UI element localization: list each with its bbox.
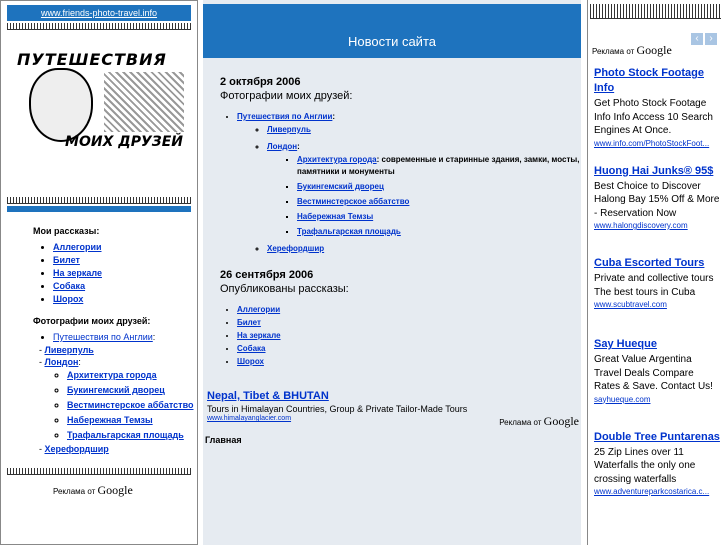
london-item-link[interactable]: Набережная Темзы [67, 415, 153, 425]
logo-sketch-image [104, 72, 184, 132]
list-item [297, 226, 581, 238]
google-logo-text: Google [543, 414, 579, 428]
sidebar-ad [594, 337, 721, 404]
story-link[interactable]: Аллегории [53, 242, 102, 252]
sidebar-ad [594, 256, 721, 309]
news-intro: Фотографии моих друзей: [220, 90, 353, 102]
divider-stripe [590, 4, 721, 19]
list-item: - Лондон: ◦ Архитектура города ◦ Букингемский дворец ◦ Вестминстерское аббатство ◦ Набережная Темзы ◦ Трафальгарская площадь [39, 357, 197, 442]
story-link[interactable]: Собака [237, 344, 266, 353]
list-item: • Путешествия по Англии: - Ливерпуль - Лондон: ◦ Архитектура города ◦ Букингемский дворец ◦ Вестминстерское аббатство ◦ Набережная Темзы ◦ Трафальгарская площадь - Херефордшир [53, 332, 197, 454]
logo-title-line2: МОИХ ДРУЗЕЙ [65, 134, 183, 150]
my-stories-title: Мои рассказы: [33, 226, 100, 236]
ads-by-text: Реклама от [592, 47, 635, 56]
ad-title-link[interactable]: Double Tree Puntarenas [594, 430, 720, 443]
next-arrow-icon[interactable]: › [705, 33, 717, 45]
arch-description: : современные и старинные здания, замки, мосты, памятники и монументы [297, 155, 580, 176]
divider-stripe [7, 23, 191, 30]
london-item-link[interactable]: Архитектура города [67, 370, 157, 380]
ad-text: Private and collective tours The best tours in Cuba [594, 273, 714, 298]
ad-title-link[interactable]: Say Hueque [594, 338, 657, 350]
ad-url[interactable]: www.scubtravel.com [594, 300, 667, 309]
list-item: - Херефордшир [39, 444, 109, 454]
ad-url[interactable]: www.himalayanglacier.com [207, 415, 292, 422]
ad-url[interactable]: www.info.com/PhotoStockFoot... [594, 138, 710, 148]
story-link[interactable]: Собака [53, 281, 86, 291]
ads-by-text: Реклама от [499, 418, 542, 427]
ad-url[interactable]: www.adventureparkcostarica.c... [594, 487, 710, 496]
news-intro: Опубликованы рассказы: [220, 283, 349, 295]
england-link[interactable]: Путешествия по Англии [237, 112, 333, 121]
prev-arrow-icon[interactable]: ‹ [691, 33, 703, 45]
google-logo-text: Google [636, 43, 672, 57]
story-link[interactable]: На зеркале [53, 268, 102, 278]
list-item [53, 242, 197, 252]
news-date: 2 октября 2006 [220, 76, 301, 88]
footer-home-link[interactable]: Главная [205, 435, 242, 445]
list-item [297, 154, 581, 178]
ad-text: Tours in Himalayan Countries, Group & Private Tailor-Made Tours [207, 404, 468, 414]
list-item [237, 318, 581, 327]
liverpool-link[interactable]: Ливерпуль [44, 345, 94, 355]
hereford-link[interactable]: Херефордшир [267, 244, 325, 253]
ad-title-link[interactable]: Cuba Escorted Tours [594, 257, 705, 269]
london-item-link[interactable]: Трафальгарская площадь [67, 430, 184, 440]
list-item [53, 255, 197, 265]
list-item [297, 196, 581, 208]
hereford-link[interactable]: Херефордшир [44, 444, 109, 454]
london-item-link[interactable]: Букингемский дворец [297, 182, 384, 191]
list-item [237, 305, 581, 314]
list-item: ◦ Лондон: ▪ Архитектура города: современные и старинные здания, замки, мосты, памятники и монументы ▪ Букингемский дворец ▪ Вестминстерское аббатство ▪ Набережная Темзы ▪ Трафальгарская площадь [267, 140, 581, 238]
list-item [67, 414, 197, 427]
london-item-link[interactable]: Вестминстерское аббатство [67, 400, 194, 410]
site-link[interactable]: www.friends-photo-travel.info [40, 8, 158, 18]
list-item [267, 242, 581, 255]
ad-title-link[interactable]: Photo Stock Footage Info [594, 67, 704, 94]
my-stories-list [1, 242, 197, 304]
divider-stripe [7, 197, 191, 204]
ad-url[interactable]: www.halongdiscovery.com [594, 221, 688, 230]
london-item-link[interactable]: Вестминстерское аббатство [297, 197, 410, 206]
sidebar-ad [594, 430, 721, 497]
list-item [53, 268, 197, 278]
london-link[interactable]: Лондон [44, 357, 79, 367]
ad-text: Great Value Argentina Travel Deals Compare Rates & Save. Contact Us! [594, 354, 713, 392]
list-item [67, 369, 197, 382]
left-sidebar [0, 0, 198, 545]
london-link[interactable]: Лондон [267, 142, 298, 151]
list-item [53, 294, 197, 304]
story-link[interactable]: На зеркале [237, 331, 281, 340]
news-stories-list [203, 305, 581, 366]
liverpool-link[interactable]: Ливерпуль [267, 125, 311, 134]
list-item [237, 344, 581, 353]
ad-nav [689, 28, 717, 46]
list-item [297, 181, 581, 193]
ad-url[interactable]: sayhueque.com [594, 394, 651, 404]
list-item [237, 331, 581, 340]
story-link[interactable]: Билет [237, 318, 261, 327]
site-link-bar [7, 5, 191, 21]
list-item [67, 429, 197, 442]
google-logo-text: Google [97, 483, 133, 497]
story-link[interactable]: Аллегории [237, 305, 281, 314]
list-item [297, 211, 581, 223]
story-link[interactable]: Шорох [237, 357, 264, 366]
ad-text: Get Photo Stock Footage Info Info Access 10 Search Engines At Once. [594, 98, 713, 136]
site-logo[interactable] [9, 38, 189, 173]
divider-stripe [7, 468, 191, 475]
right-ad-sidebar [587, 0, 727, 545]
logo-title-line1: ПУТЕШЕСТВИЯ [17, 50, 167, 69]
ad-title-link[interactable]: Nepal, Tibet & BHUTAN [207, 390, 329, 402]
news-date: 26 сентября 2006 [220, 269, 314, 281]
sidebar-ad [594, 164, 721, 231]
main-content [203, 0, 581, 545]
page-title: Новости сайта [203, 4, 581, 58]
story-link[interactable]: Билет [53, 255, 80, 265]
england-sublist [237, 123, 581, 255]
england-link[interactable]: Путешествия по Англии [53, 332, 153, 342]
arch-link[interactable]: Архитектура города [297, 155, 377, 164]
ad-title-link[interactable]: Huong Hai Junks® 95$ [594, 164, 714, 177]
photos-title: Фотографии моих друзей: [33, 316, 151, 326]
england-sublist [39, 345, 197, 454]
photos-list [1, 332, 197, 454]
list-item [53, 281, 197, 291]
sidebar-ad [594, 66, 721, 148]
london-item-link[interactable]: Трафальгарская площадь [297, 227, 401, 236]
news-photos-list [203, 112, 581, 255]
london-sublist [39, 369, 197, 442]
list-item [67, 384, 197, 397]
ads-by-text: Реклама от [53, 487, 96, 496]
london-item-link[interactable]: Букингемский дворец [67, 385, 165, 395]
list-item: • Путешествия по Англии: ◦ Ливерпуль ◦ Лондон: ▪ Архитектура города: современные и старинные здания, замки, мосты, памятники и монументы ▪ Букингемский дворец ▪ Вестминстерское аббатство ▪ Набережная Темзы ▪ Трафальгарская площадь ◦ Херефордшир [237, 112, 581, 255]
list-item [67, 399, 197, 412]
ads-by-google-label[interactable] [53, 483, 197, 498]
london-sublist [267, 154, 581, 238]
story-link[interactable]: Шорох [53, 294, 84, 304]
list-item [267, 123, 581, 136]
divider-blue-bar [7, 206, 191, 212]
ad-text: 25 Zip Lines over 11 Waterfalls the only one crossing waterfalls [594, 446, 696, 485]
london-item-link[interactable]: Набережная Темзы [297, 212, 374, 221]
list-item: - Ливерпуль [39, 345, 94, 355]
logo-face-image [29, 68, 93, 142]
ad-text: Best Choice to Discover Halong Bay 15% Off & More - Reservation Now [594, 180, 720, 219]
list-item [237, 357, 581, 366]
